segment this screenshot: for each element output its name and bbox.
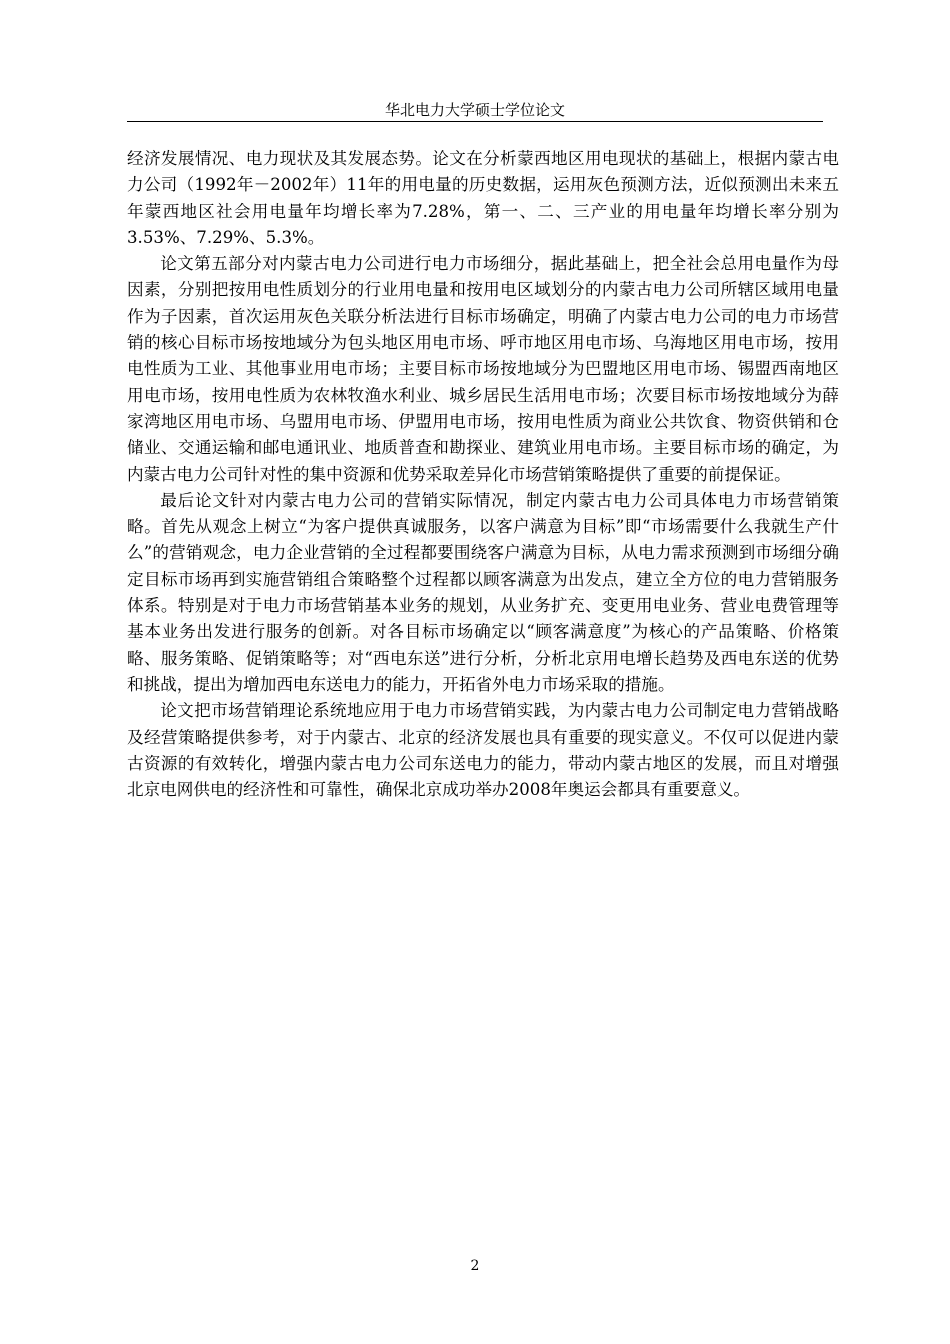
page-number: 2 <box>470 1258 480 1274</box>
paragraph-market-segmentation: 论文第五部分对内蒙古电力公司进行电力市场细分，据此基础上，把全社会总用电量作为母因素，分别把按用电性质划分的行业用电量和按用电区域划分的内蒙古电力公司所辖区域用电量作为子因素，首次运用灰色关联分析法进行目标市场确定，明确了内蒙古电力公司的电力市场营销的核心目标市场按地域分为包头地区用电市场、呼市地区用电市场、乌海地区用电市场，按用电性质为工业、其他事业用电市场；主要目标市场按地域分为巴盟地区用电市场、锡盟西南地区用电市场，按用电性质为农林牧渔水利业、城乡居民生活用电市场；次要目标市场按地域分为薛家湾地区用电市场、乌盟用电市场、伊盟用电市场，按用电性质为商业公共饮食、物资供销和仓储业、交通运输和邮电通讯业、地质普查和勘探业、建筑业用电市场。主要目标市场的确定，为内蒙古电力公司针对性的集中资源和优势采取差异化市场营销策略提供了重要的前提保证。 <box>127 254 839 484</box>
running-header-title: 华北电力大学硕士学位论文 <box>384 101 565 119</box>
paragraph-marketing-strategy: 最后论文针对内蒙古电力公司的营销实际情况，制定内蒙古电力公司具体电力市场营销策略。首先从观念上树立“为客户提供真诚服务，以客户满意为目标”即“市场需要什么我就生产什么”的营销观念，电力企业营销的全过程都要围绕客户满意为目标，从电力需求预测到市场细分确定目标市场再到实施营销组合策略整个过程都以顾客满意为出发点，建立全方位的电力营销服务体系。特别是对于电力市场营销基本业务的规划，从业务扩充、变更用电业务、营业电费管理等基本业务出发进行服务的创新。对各目标市场确定以“顾客满意度”为核心的产品策略、价格策略、服务策略、促销策略等；对“西电东送”进行分析，分析北京用电增长趋势及西电东送的优势和挑战，提出为增加西电东送电力的能力，开拓省外电力市场采取的措施。 <box>127 490 839 694</box>
paragraph-continuation: 经济发展情况、电力现状及其发展态势。论文在分析蒙西地区用电现状的基础上，根据内蒙古电力公司（1992年－2002年）11年的用电量的历史数据，运用灰色预测方法，近似预测出未来五年蒙西地区社会用电量年均增长率为7.28%，第一、二、三产业的用电量年均增长率分别为3.53%、7.29%、5.3%。 <box>127 149 839 247</box>
header-divider <box>127 121 823 122</box>
body-text <box>127 146 839 803</box>
paragraph-significance: 论文把市场营销理论系统地应用于电力市场营销实践，为内蒙古电力公司制定电力营销战略及经营策略提供参考，对于内蒙古、北京的经济发展也具有重要的现实意义。不仅可以促进内蒙古资源的有效转化，增强内蒙古电力公司东送电力的能力，带动内蒙古地区的发展，而且对增强北京电网供电的经济性和可靠性，确保北京成功举办2008年奥运会都具有重要意义。 <box>127 701 839 800</box>
